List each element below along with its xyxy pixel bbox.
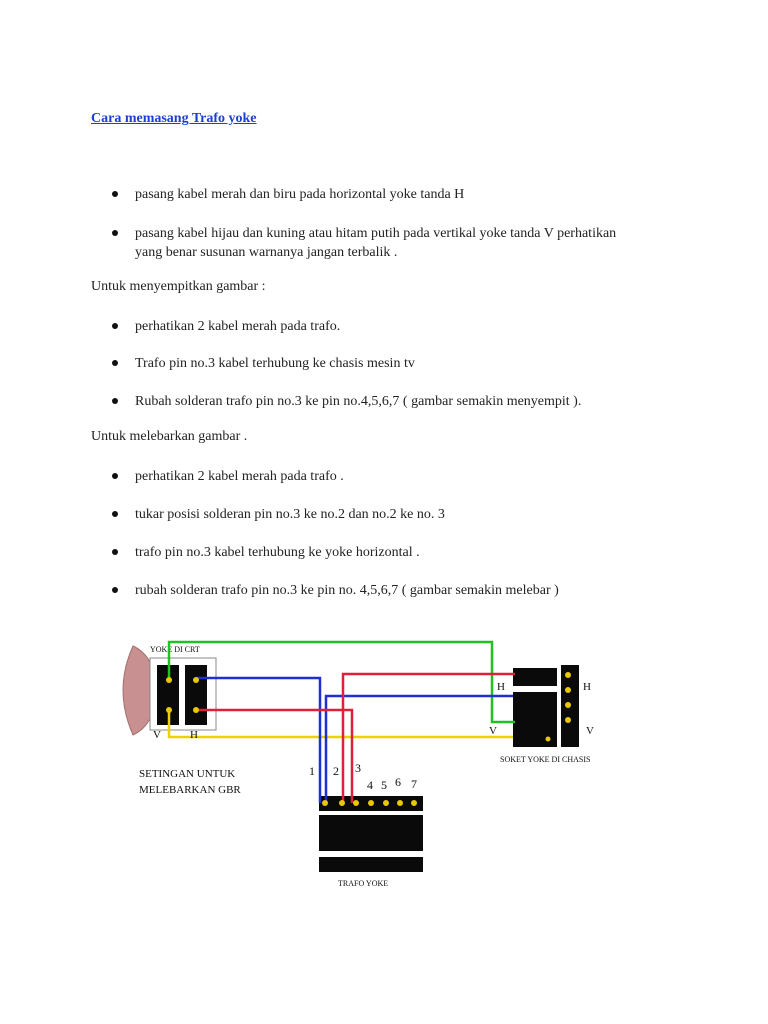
list-item-text-continued: yang benar susunan warnanya jangan terbalik .: [135, 245, 398, 260]
pin-label-4: 4: [367, 778, 373, 792]
trafo-pin-dot: [353, 800, 359, 806]
setting-text-line2: MELEBARKAN GBR: [139, 784, 241, 796]
blue-wire-2: [326, 696, 513, 803]
yellow-wire: [169, 710, 513, 737]
yoke-h-block: [185, 665, 207, 725]
trafo-pin-dot: [383, 800, 389, 806]
yoke-dot: [166, 677, 172, 683]
pin-label-5: 5: [381, 778, 387, 792]
socket-label: SOKET YOKE DI CHASIS: [500, 755, 591, 764]
yoke-label: YOKE DI CRT: [150, 645, 200, 654]
trafo-body: [319, 815, 423, 851]
trafo-pin-dot: [411, 800, 417, 806]
yoke-dot: [193, 707, 199, 713]
list-item-text: trafo pin no.3 kabel terhubung ke yoke horizontal .: [135, 545, 420, 560]
list-item-text: pasang kabel merah dan biru pada horizontal yoke tanda H: [135, 187, 465, 202]
socket-h-right-label: H: [583, 681, 591, 693]
socket-dot: [565, 672, 571, 678]
pin-label-1: 1: [309, 764, 315, 778]
pin-label-7: 7: [411, 777, 417, 791]
socket-h-left-label: H: [497, 681, 505, 693]
trafo-pin-dot: [339, 800, 345, 806]
socket-dot: [565, 687, 571, 693]
socket-dot: [565, 717, 571, 723]
list-item-text: perhatikan 2 kabel merah pada trafo.: [135, 319, 341, 334]
trafo-bottom-bar: [319, 857, 423, 872]
section-heading: Untuk menyempitkan gambar :: [91, 279, 266, 294]
socket-dot: [546, 737, 551, 742]
list-item-text: perhatikan 2 kabel merah pada trafo .: [135, 469, 344, 484]
page-title[interactable]: Cara memasang Trafo yoke: [91, 111, 257, 126]
list-item-text: Rubah solderan trafo pin no.3 ke pin no.4,5,6,7 ( gambar semakin menyempit ).: [135, 394, 582, 409]
section-heading: Untuk melebarkan gambar .: [91, 429, 248, 444]
list-item-text: rubah solderan trafo pin no.3 ke pin no. 4,5,6,7 ( gambar semakin melebar ): [135, 583, 559, 598]
yoke-dot: [166, 707, 172, 713]
trafo-pin-dot: [397, 800, 403, 806]
list-item-text: pasang kabel hijau dan kuning atau hitam putih pada vertikal yoke tanda V perhatikan: [135, 226, 617, 241]
socket-v-right-label: V: [586, 725, 594, 737]
socket-top-block: [513, 668, 557, 686]
trafo-pin-dot: [322, 800, 328, 806]
pin-label-6: 6: [395, 775, 401, 789]
trafo-pin-dot: [368, 800, 374, 806]
trafo-label: TRAFO YOKE: [338, 879, 389, 888]
socket-dot: [565, 702, 571, 708]
socket-v-left-label: V: [489, 725, 497, 737]
list-item-text: Trafo pin no.3 kabel terhubung ke chasis mesin tv: [135, 356, 415, 371]
pin-label-3: 3: [355, 761, 361, 775]
yoke-v-label: V: [153, 729, 161, 741]
list-item-text: tukar posisi solderan pin no.3 ke no.2 dan no.2 ke no. 3: [135, 507, 445, 522]
yoke-dot: [193, 677, 199, 683]
pin-label-2: 2: [333, 764, 339, 778]
setting-text-line1: SETINGAN UNTUK: [139, 768, 236, 780]
yoke-h-label: H: [190, 729, 198, 741]
